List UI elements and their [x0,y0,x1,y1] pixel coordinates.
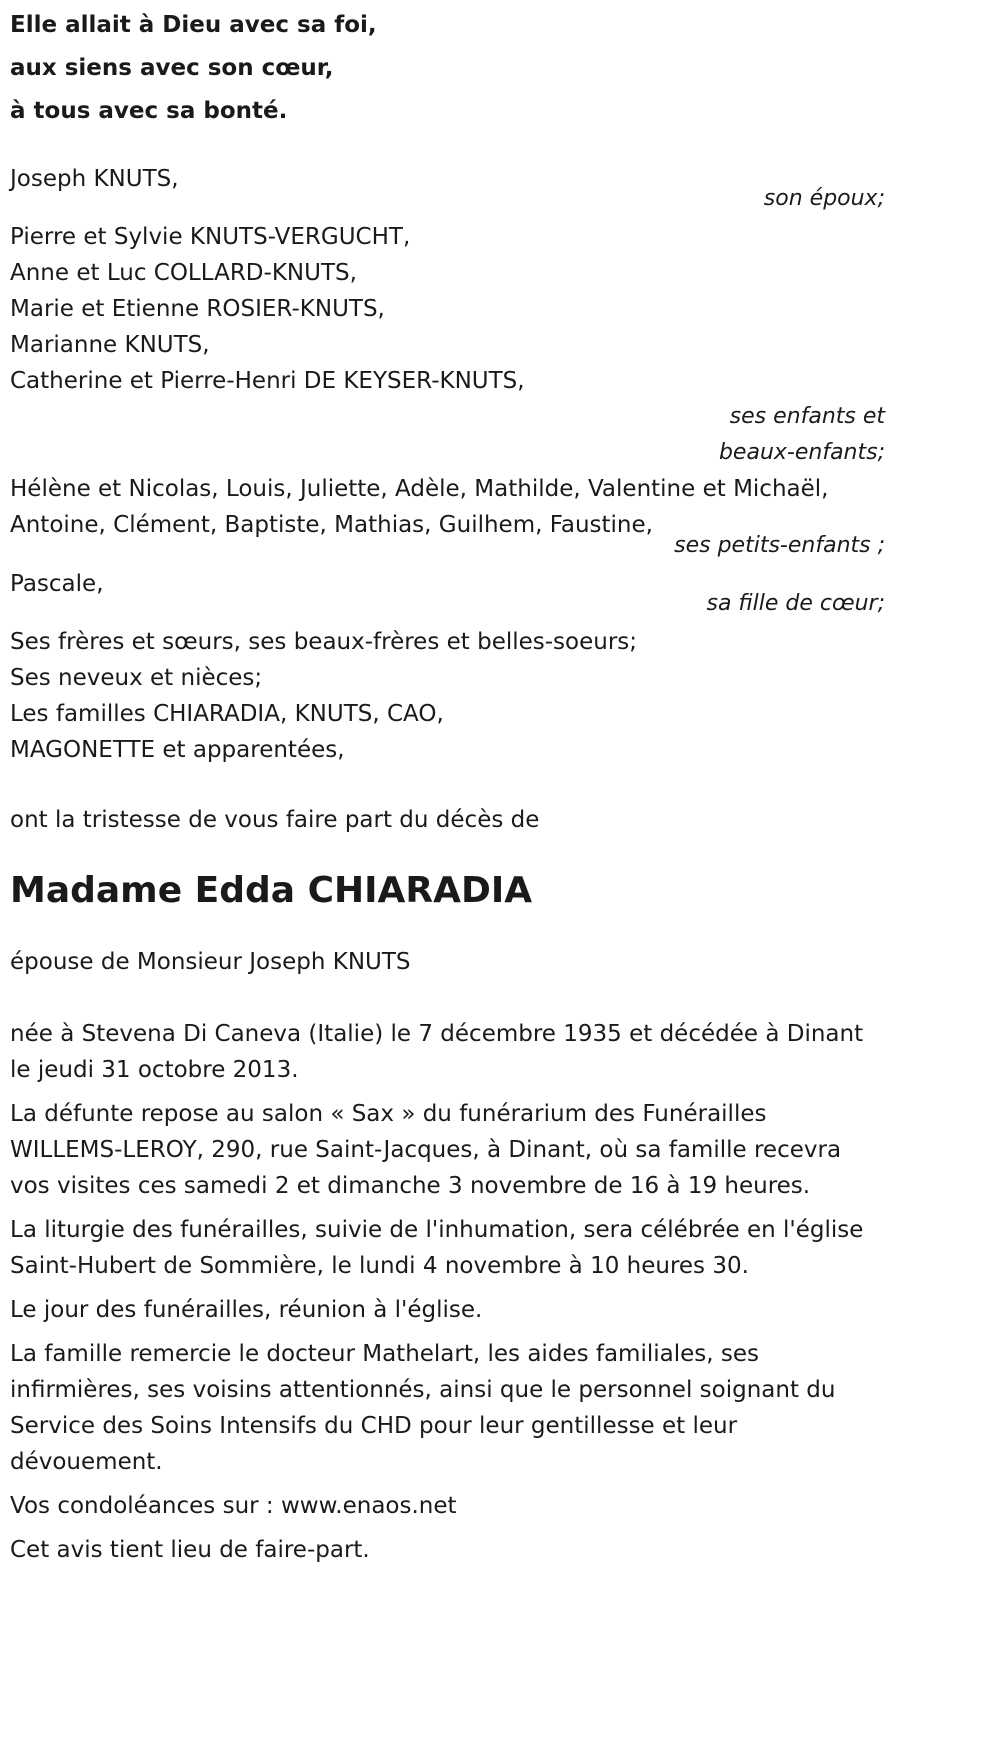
epigraph-line: aux siens avec son cœur, [10,55,334,81]
child-name: Marie et Etienne ROSIER-KNUTS, [10,296,385,322]
extended-family-line: Ses neveux et nièces; [10,665,263,691]
thanks-paragraph: La famille remercie le docteur Mathelart, les aides familiales, ses infirmières, ses voisins attentionnés, ainsi que le personnel soignant du Service des Soins Intensifs du CHD pour leur gentillesse et leur dévouement. [10,1341,836,1475]
spouse-relation: son époux; [763,186,885,211]
heart-daughter-name: Pascale, [10,571,104,597]
child-name: Anne et Luc COLLARD-KNUTS, [10,260,357,286]
children-relation: beaux-enfants; [718,440,885,465]
birth-death-paragraph: née à Stevena Di Caneva (Italie) le 7 décembre 1935 et décédée à Dinant le jeudi 31 octobre 2013. [10,1021,864,1083]
child-name: Marianne KNUTS, [10,332,210,358]
grandchild-names: Antoine, Clément, Baptiste, Mathias, Guilhem, Faustine, [10,512,653,538]
spouse-block [10,161,885,217]
heart-daughter-block [10,566,885,622]
extended-family-line: MAGONETTE et apparentées, [10,737,345,763]
extended-family-line: Ses frères et sœurs, ses beaux-frères et belles-soeurs; [10,629,638,655]
heart-daughter-relation: sa fille de cœur; [706,591,885,616]
grandchild-names: Hélène et Nicolas, Louis, Juliette, Adèle, Mathilde, Valentine et Michaël, [10,476,829,502]
funeral-paragraph: La liturgie des funérailles, suivie de l'inhumation, sera célébrée en l'église Saint-Hubert de Sommière, le lundi 4 novembre à 10 heures 30. [10,1217,864,1279]
obituary-notice [10,0,885,1568]
epigraph-line: à tous avec sa bonté. [10,98,288,124]
epigraph [10,0,885,133]
children-block [10,219,885,471]
grandchildren-relation: ses petits-enfants ; [674,533,885,558]
children-relation: ses enfants et [729,404,885,429]
announcement: ont la tristesse de vous faire part du décès de [10,807,540,833]
condolences-paragraph: Vos condoléances sur : www.enaos.net [10,1493,457,1519]
visitation-paragraph: La défunte repose au salon « Sax » du funérarium des Funérailles WILLEMS-LEROY, 290, rue Saint-Jacques, à Dinant, où sa famille recevra vos visites ces samedi 2 et dimanche 3 novembre de 16 à 19 heures. [10,1101,842,1199]
deceased-name: Madame Edda CHIARADIA [10,870,533,911]
epigraph-line: Elle allait à Dieu avec sa foi, [10,12,377,38]
spouse-name: Joseph KNUTS, [10,166,179,192]
notice-paragraph: Cet avis tient lieu de faire-part. [10,1537,370,1563]
extended-family-line: Les familles CHIARADIA, KNUTS, CAO, [10,701,444,727]
child-name: Catherine et Pierre-Henri DE KEYSER-KNUTS, [10,368,525,394]
extended-family-block [10,624,885,768]
child-name: Pierre et Sylvie KNUTS-VERGUCHT, [10,224,411,250]
spouse-of: épouse de Monsieur Joseph KNUTS [10,949,411,975]
meeting-paragraph: Le jour des funérailles, réunion à l'église. [10,1297,483,1323]
grandchildren-block [10,471,885,564]
